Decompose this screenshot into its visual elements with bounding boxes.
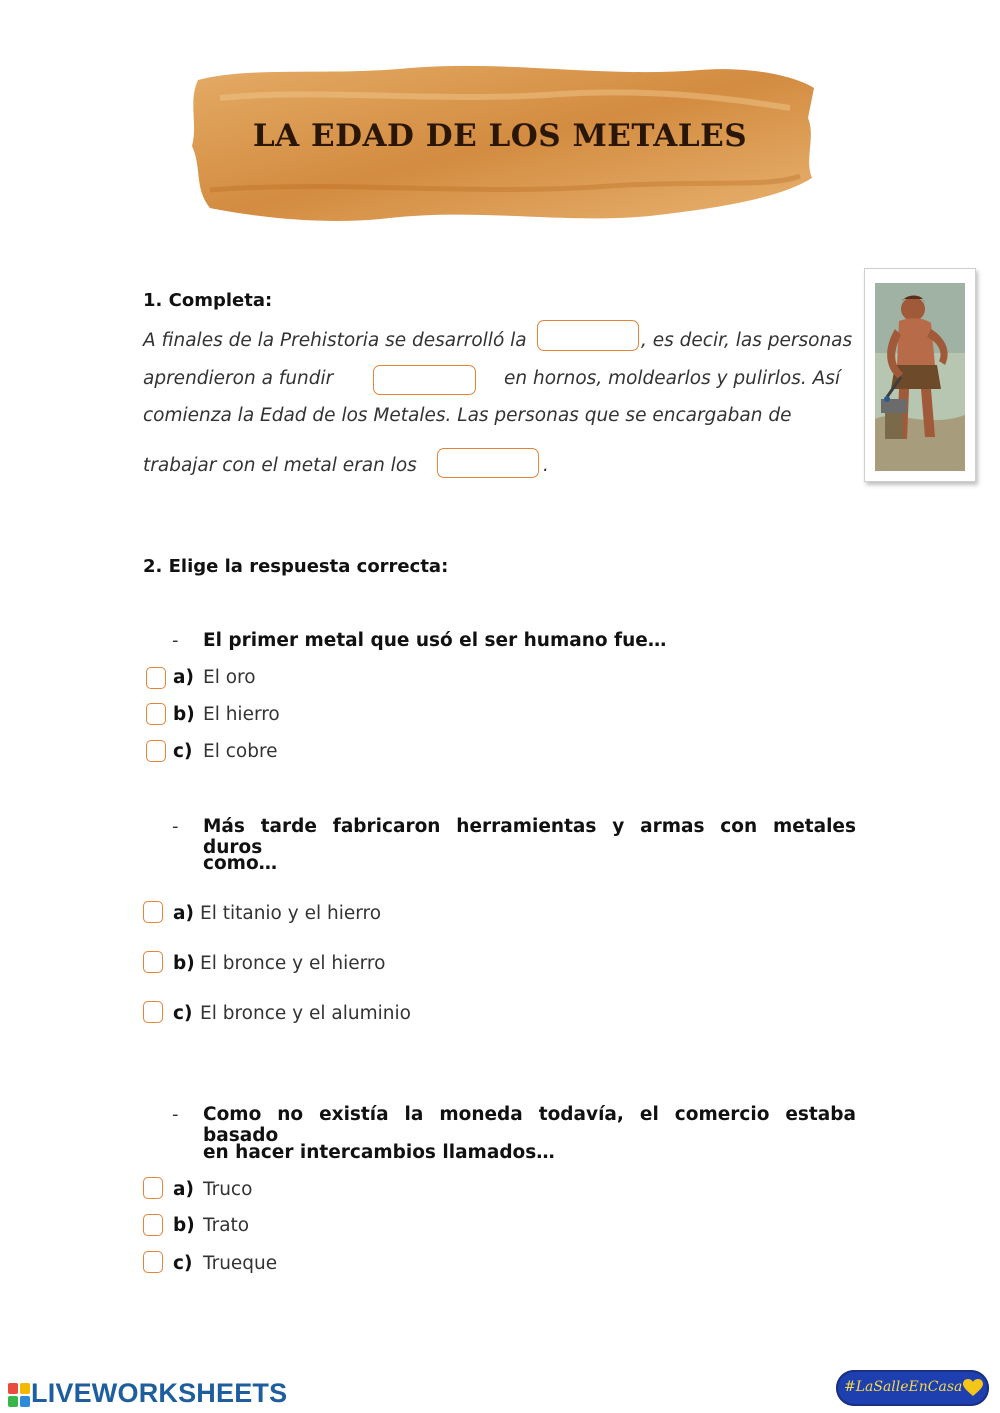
sq1-option-c-label: El cobre [203, 741, 278, 762]
question-1-title: 1. Completa: [143, 290, 273, 311]
q1-text-line2a: aprendieron a fundir [143, 368, 334, 389]
sq3-option-a-label: Truco [203, 1179, 253, 1200]
sq2-option-b-letter: b) [173, 953, 195, 974]
lasalle-badge-text: #LaSalleEnCasa [844, 1379, 963, 1395]
sq3-option-c-label: Trueque [203, 1253, 278, 1274]
sq1-option-b-label: El hierro [203, 704, 280, 725]
sq2-option-a-label: El titanio y el hierro [200, 903, 382, 924]
sq2-option-c-letter: c) [173, 1003, 193, 1024]
sq3-option-c-checkbox[interactable] [143, 1251, 163, 1273]
liveworksheets-logo-icon [8, 1383, 30, 1407]
q1-text-line1b: , es decir, las personas [641, 330, 853, 351]
sq2-option-a-checkbox[interactable] [143, 901, 163, 923]
q1-text-line4a: trabajar con el metal eran los [143, 455, 417, 476]
bullet-dash: - [172, 630, 179, 651]
q1-text-line2b: en hornos, moldearlos y pulirlos. Así [504, 368, 841, 389]
sq2-option-a-letter: a) [173, 903, 194, 924]
q1-blank-2-input[interactable] [373, 365, 476, 395]
question-2-title: 2. Elige la respuesta correcta: [143, 556, 449, 577]
sq1-option-a-checkbox[interactable] [146, 667, 166, 689]
page-title: LA EDAD DE LOS METALES [252, 118, 748, 154]
q1-blank-1-input[interactable] [537, 320, 639, 351]
sq1-option-c-checkbox[interactable] [146, 740, 166, 762]
subquestion-1-prompt: El primer metal que usó el ser humano fue… [203, 630, 667, 651]
sq3-option-c-letter: c) [173, 1253, 193, 1274]
subquestion-3-prompt-line1: Como no existía la moneda todavía, el comercio estaba basado [203, 1104, 856, 1146]
bullet-dash: - [172, 1104, 179, 1125]
sq1-option-c-letter: c) [173, 741, 193, 762]
sq3-option-b-label: Trato [203, 1215, 250, 1236]
heart-icon [962, 1378, 984, 1398]
q1-blank-3-input[interactable] [437, 448, 539, 478]
sq2-option-b-label: El bronce y el hierro [200, 953, 386, 974]
blacksmith-illustration [864, 268, 976, 482]
q1-text-line3: comienza la Edad de los Metales. Las personas que se encargaban de [143, 405, 792, 426]
q1-text-line4b: . [543, 455, 549, 476]
sq2-option-c-checkbox[interactable] [143, 1001, 163, 1023]
sq1-option-b-checkbox[interactable] [146, 703, 166, 725]
liveworksheets-brand[interactable]: LIVEWORKSHEETS [31, 1378, 288, 1408]
sq3-option-a-letter: a) [173, 1179, 194, 1200]
sq1-option-b-letter: b) [173, 704, 195, 725]
sq3-option-b-checkbox[interactable] [143, 1214, 163, 1236]
sq1-option-a-label: El oro [203, 667, 256, 688]
sq3-option-b-letter: b) [173, 1215, 195, 1236]
subquestion-2-prompt-line2: como… [203, 853, 278, 874]
bullet-dash: - [172, 816, 179, 837]
sq2-option-c-label: El bronce y el aluminio [200, 1003, 411, 1024]
q1-text-line1a: A finales de la Prehistoria se desarrolló la [143, 330, 527, 351]
sq1-option-a-letter: a) [173, 667, 194, 688]
subquestion-3-prompt-line2: en hacer intercambios llamados… [203, 1142, 555, 1163]
sq3-option-a-checkbox[interactable] [143, 1177, 163, 1199]
subquestion-2-prompt-line1: Más tarde fabricaron herramientas y armas con metales duros [203, 816, 856, 858]
sq2-option-b-checkbox[interactable] [143, 951, 163, 973]
